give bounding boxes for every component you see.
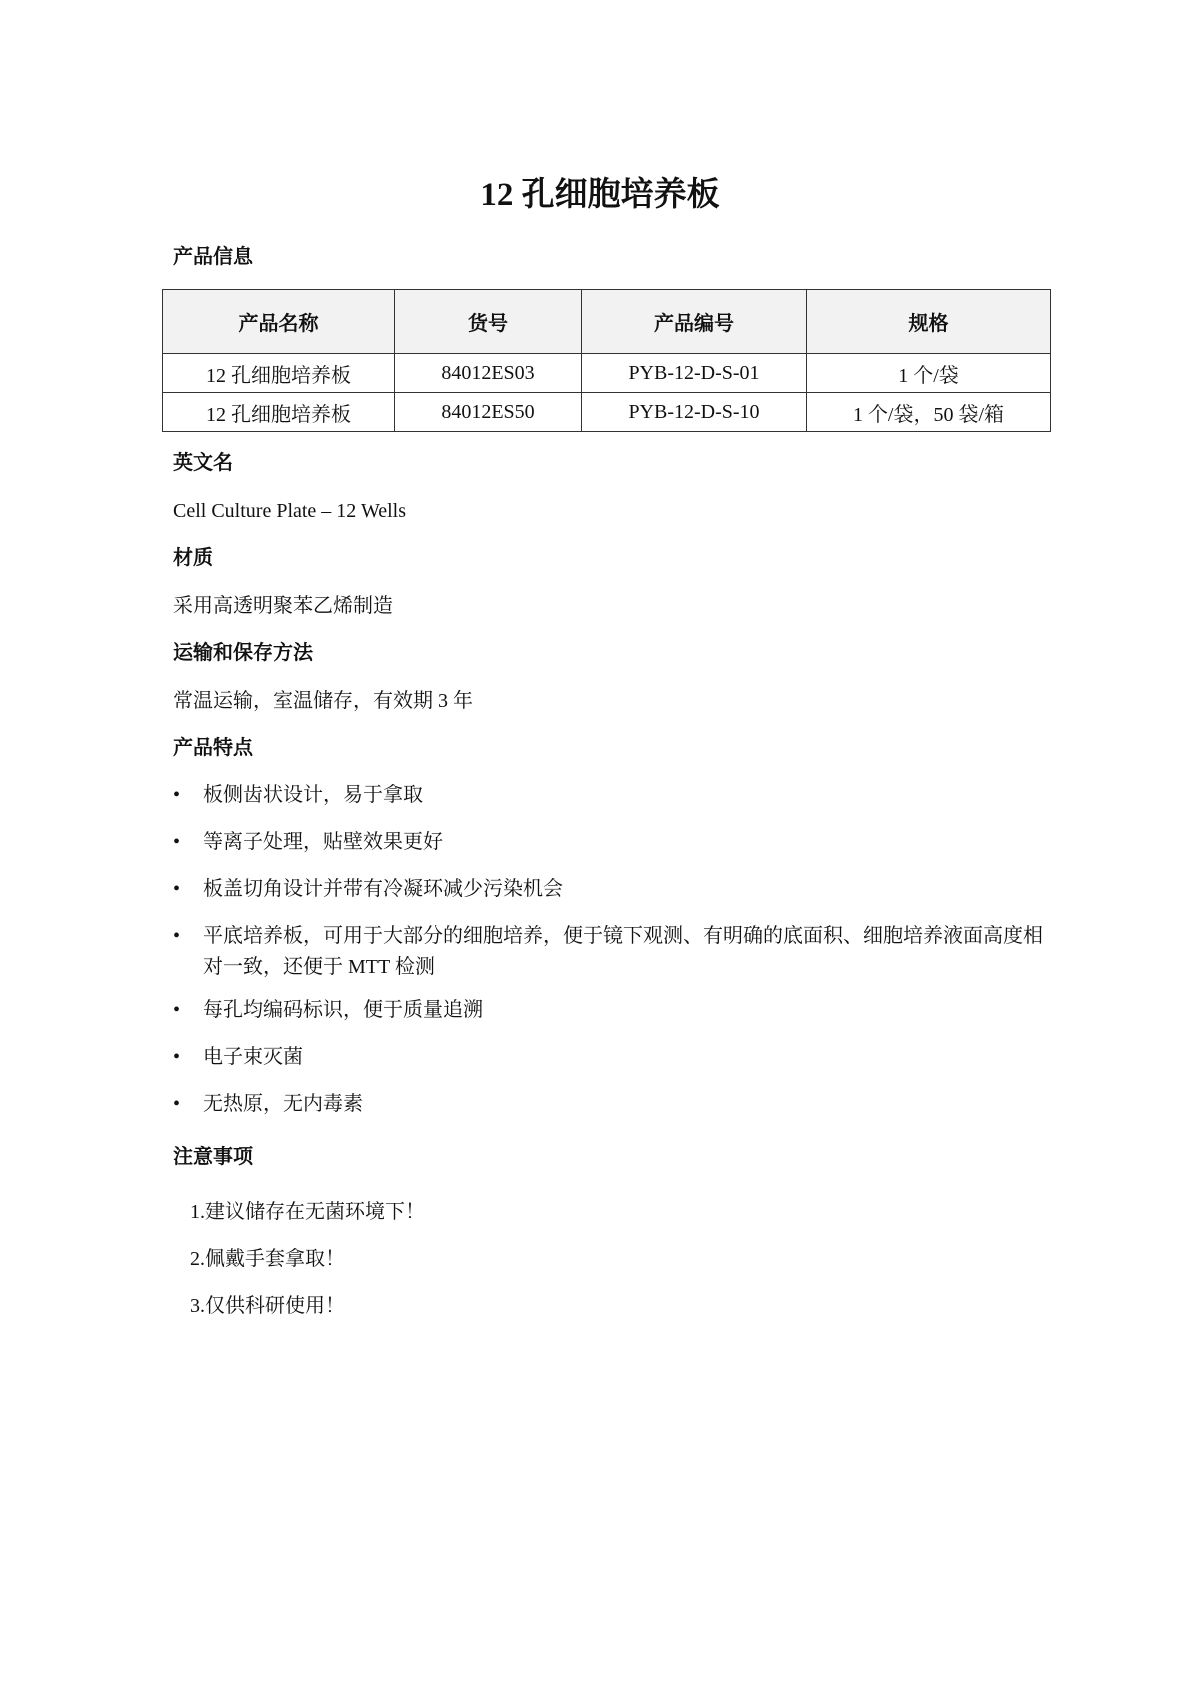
note-item: 2.佩戴手套拿取！	[190, 1248, 345, 1270]
storage-heading: 运输和保存方法	[173, 642, 313, 664]
list-item-text: 每孔均编码标识，便于质量追溯	[203, 999, 483, 1021]
notes-heading: 注意事项	[173, 1146, 253, 1168]
english-name-heading: 英文名	[173, 452, 233, 474]
features-list	[173, 780, 1053, 1136]
table-cell-spec: 1 个/袋	[807, 354, 1051, 393]
table-cell-product-code: PYB-12-D-S-10	[582, 393, 807, 432]
bullet-icon: •	[173, 999, 181, 1021]
table-cell-catalog-no: 84012ES03	[395, 354, 582, 393]
list-item-text: 板侧齿状设计，易于拿取	[203, 784, 423, 806]
column-header-catalog-no: 货号	[395, 290, 582, 354]
page-title: 12 孔细胞培养板	[480, 177, 720, 213]
bullet-icon: •	[173, 878, 181, 900]
table-header-row	[163, 290, 1051, 354]
list-item-text: 板盖切角设计并带有冷凝环减少污染机会	[203, 878, 563, 900]
bullet-icon: •	[173, 1046, 181, 1068]
list-item	[173, 995, 1053, 1026]
features-heading: 产品特点	[173, 737, 253, 759]
note-item: 1.建议储存在无菌环境下！	[190, 1201, 425, 1223]
column-header-spec: 规格	[807, 290, 1051, 354]
list-item-text: 电子束灭菌	[203, 1046, 303, 1068]
list-item	[173, 827, 1053, 858]
bullet-icon: •	[173, 784, 181, 806]
list-item	[173, 874, 1053, 905]
note-item: 3.仅供科研使用！	[190, 1295, 345, 1317]
list-item-text: 平底培养板，可用于大部分的细胞培养，便于镜下观测、有明确的底面积、细胞培养液面高度相对一致，还便于 MTT 检测	[203, 925, 1043, 978]
list-item-text: 等离子处理，贴壁效果更好	[203, 831, 443, 853]
product-info-heading: 产品信息	[173, 246, 253, 268]
english-name-text: Cell Culture Plate – 12 Wells	[173, 500, 406, 522]
storage-text: 常温运输，室温储存，有效期 3 年	[173, 690, 473, 712]
table-cell-spec: 1 个/袋，50 袋/箱	[807, 393, 1051, 432]
column-header-product-code: 产品编号	[582, 290, 807, 354]
table-cell-catalog-no: 84012ES50	[395, 393, 582, 432]
list-item	[173, 1042, 1053, 1073]
bullet-icon: •	[173, 925, 181, 947]
list-item	[173, 1089, 1053, 1120]
column-header-name: 产品名称	[163, 290, 395, 354]
table-cell-product-code: PYB-12-D-S-01	[582, 354, 807, 393]
table-cell-name: 12 孔细胞培养板	[163, 354, 395, 393]
product-info-table	[162, 289, 1051, 432]
list-item	[173, 921, 1053, 983]
list-item	[173, 780, 1053, 811]
list-item-text: 无热原，无内毒素	[203, 1093, 363, 1115]
bullet-icon: •	[173, 1093, 181, 1115]
material-heading: 材质	[173, 547, 213, 569]
notes-list	[190, 1198, 425, 1339]
table-cell-name: 12 孔细胞培养板	[163, 393, 395, 432]
table-row	[163, 354, 1051, 393]
bullet-icon: •	[173, 831, 181, 853]
material-text: 采用高透明聚苯乙烯制造	[173, 595, 393, 617]
table-row	[163, 393, 1051, 432]
